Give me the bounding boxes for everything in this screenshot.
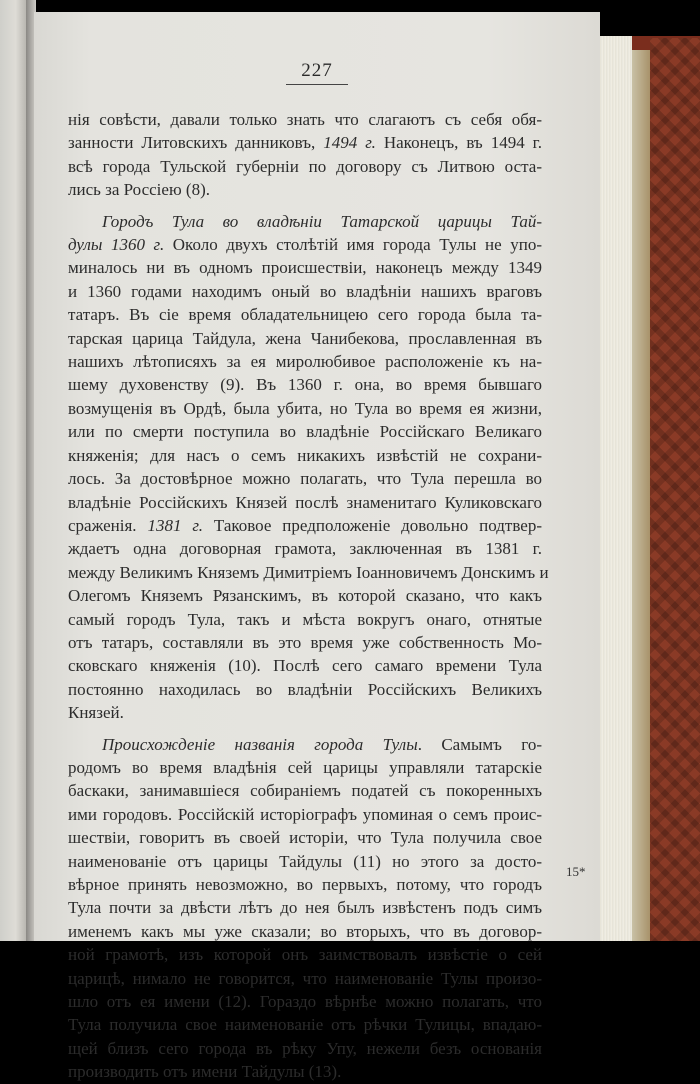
right-page [34, 12, 600, 1082]
text-line [68, 850, 542, 873]
gilt-edge [632, 50, 650, 941]
page-number: 227 [301, 60, 333, 81]
text-segment: занности Литовскихъ данниковъ, [68, 133, 324, 153]
left-page-fragments [0, 60, 20, 735]
text-line [68, 108, 542, 131]
text-line [68, 701, 542, 724]
text-segment: и 1360 годами находимъ оный во владѣніи нашихъ враговъ [68, 281, 542, 301]
text-line [68, 779, 542, 802]
text-line [68, 303, 542, 326]
text-segment: родомъ во время владѣнія сей царицы управляли татарскіе [68, 757, 542, 777]
text-segment: владѣніе Россійскихъ Князей послѣ знаменитаго Куликовскаго [68, 492, 542, 512]
text-segment: нія совѣсти, давали только знать что слагаютъ съ себя обя- [68, 110, 542, 129]
text-segment: щей близъ сего города въ рѣку Упу, нежели безъ основанія [68, 1038, 542, 1058]
text-line [68, 631, 542, 654]
text-line [68, 256, 542, 279]
leather-cover [650, 38, 700, 941]
text-segment: постоянно находилась во владѣніи Россійскихъ Великихъ [68, 679, 542, 699]
text-line [68, 584, 542, 607]
text-segment: . Самымъ го- [417, 734, 542, 754]
italic-segment: 1494 г. [323, 133, 376, 153]
text-segment: татаръ. Въ сіе время обладательницею сего города была та- [68, 305, 542, 325]
text-line [68, 327, 542, 350]
text-segment: сраженія. [68, 515, 148, 535]
text-segment: вѣрное принять невозможно, во первыхъ, потому, что городъ [68, 875, 542, 894]
text-segment: или по смерти поступила во владѣніе Россійскаго Великаго [68, 422, 542, 442]
italic-segment: Городъ Тула во владѣніи Татарской царицы Тай- [102, 211, 542, 231]
text-line [68, 920, 542, 943]
text-line [68, 608, 542, 631]
text-line [68, 756, 542, 779]
text-segment: Около двухъ столѣтій имя города Тулы не упо- [164, 235, 542, 255]
text-segment: Тула получила свое наименованіе отъ рѣчки Тулицы, впадаю- [68, 1015, 542, 1035]
text-segment: княженія; для насъ о семъ никакихъ извѣстій не сохрани- [68, 445, 542, 465]
text-segment: ждаетъ одна договорная грамота, заключенная въ 1381 г. [68, 539, 542, 559]
text-line [68, 826, 542, 849]
text-line [68, 233, 542, 256]
text-segment: шествіи, говоритъ въ своей исторіи, что Тула получила свое [68, 828, 542, 848]
italic-segment: 1381 г. [147, 515, 203, 535]
text-line [68, 873, 542, 896]
text-line [68, 1037, 542, 1060]
paragraph [68, 210, 549, 725]
paragraph [68, 108, 542, 202]
text-line [68, 1013, 542, 1036]
text-line [68, 537, 542, 560]
text-segment: Князей. [68, 703, 124, 723]
text-segment: Наконецъ, въ 1494 г. [375, 133, 542, 153]
text-line [68, 514, 542, 537]
text-line [68, 678, 542, 701]
text-segment: между Великимъ Княземъ Димитріемъ Іоанновичемъ Донскимъ и [68, 562, 549, 582]
text-segment: отъ татаръ, составляли въ это время уже собственность Мо- [68, 632, 542, 652]
text-segment: лось. За достовѣрное можно полагать, что Тула перешла во [68, 469, 542, 489]
text-segment: производить отъ имени Тайдулы (13). [68, 1062, 342, 1082]
text-segment: миналось ни въ одномъ происшествіи, наконецъ между 1349 [68, 258, 542, 278]
text-segment: царицѣ, нимало не говорится, что наименованіе Тулы произо- [68, 968, 542, 988]
text-segment: всѣ города Тульской губерніи по договору съ Литвою оста- [68, 156, 542, 176]
text-segment: баскаки, занимавшіеся собираніемъ податей съ покоренныхъ [68, 781, 542, 801]
text-line [68, 131, 542, 154]
text-segment: шло отъ ея имени (12). Гораздо вѣрнѣе можно полагать, что [68, 992, 542, 1012]
printer-signature: 15* [566, 864, 586, 879]
text-line [68, 420, 542, 443]
text-line [68, 397, 542, 420]
text-line [68, 990, 542, 1013]
text-line [68, 467, 542, 490]
text-segment: тарская царица Тайдула, жена Чанибекова, прославленная въ [68, 328, 542, 348]
italic-segment: Происхожденіе названія города Тулы [102, 734, 418, 754]
text-line [68, 561, 549, 584]
text-line [68, 444, 542, 467]
text-segment: Таковое предположеніе довольно подтвер- [202, 515, 542, 535]
text-line [68, 733, 542, 756]
text-segment: лись за Россіею (8). [68, 180, 210, 200]
text-line [68, 491, 542, 514]
text-line [68, 967, 542, 990]
text-segment: возмущенія въ Ордѣ, была убита, но Тула во время ея жизни, [68, 398, 542, 418]
page-block-edge [598, 36, 632, 941]
text-line [68, 350, 542, 373]
text-line [68, 803, 542, 826]
paragraph [68, 733, 542, 1084]
text-segment: нашихъ лѣтописяхъ за ея миролюбивое расположеніе къ на- [68, 352, 542, 372]
text-segment: наименованіе отъ царицы Тайдулы (11) но этого за досто- [68, 851, 542, 871]
body-text [68, 108, 549, 1084]
text-segment: самый городъ Тула, такъ и мѣста вокругъ онаго, отнятые [68, 609, 542, 629]
text-segment: Тула почти за двѣсти лѣтъ до нея былъ извѣстенъ подъ симъ [68, 898, 542, 918]
text-line [68, 178, 542, 201]
text-segment: ими городовъ. Россійскій исторіографъ упоминая о семъ проис- [68, 804, 542, 824]
text-line [68, 1060, 542, 1083]
text-segment: ной грамотѣ, изъ которой онъ заимствовалъ извѣстіе о сей [68, 945, 542, 965]
text-line [68, 280, 542, 303]
text-segment: Олегомъ Княземъ Рязанскимъ, въ которой сказано, что какъ [68, 586, 542, 606]
text-segment: именемъ какъ мы уже сказали; во вторыхъ, что въ договор- [68, 921, 542, 941]
left-page-edge [0, 0, 26, 941]
text-segment: шему духовенству (9). Въ 1360 г. она, во время бывшаго [68, 375, 542, 395]
text-line [68, 896, 542, 919]
header-rule [286, 84, 348, 85]
text-line [68, 210, 542, 233]
page-header [34, 60, 600, 85]
text-line [68, 943, 542, 966]
text-line [68, 654, 542, 677]
italic-segment: дулы 1360 г. [68, 235, 165, 255]
text-line [68, 373, 542, 396]
text-line [68, 155, 542, 178]
text-segment: сковскаго княженія (10). Послѣ сего самаго времени Тула [68, 656, 542, 676]
